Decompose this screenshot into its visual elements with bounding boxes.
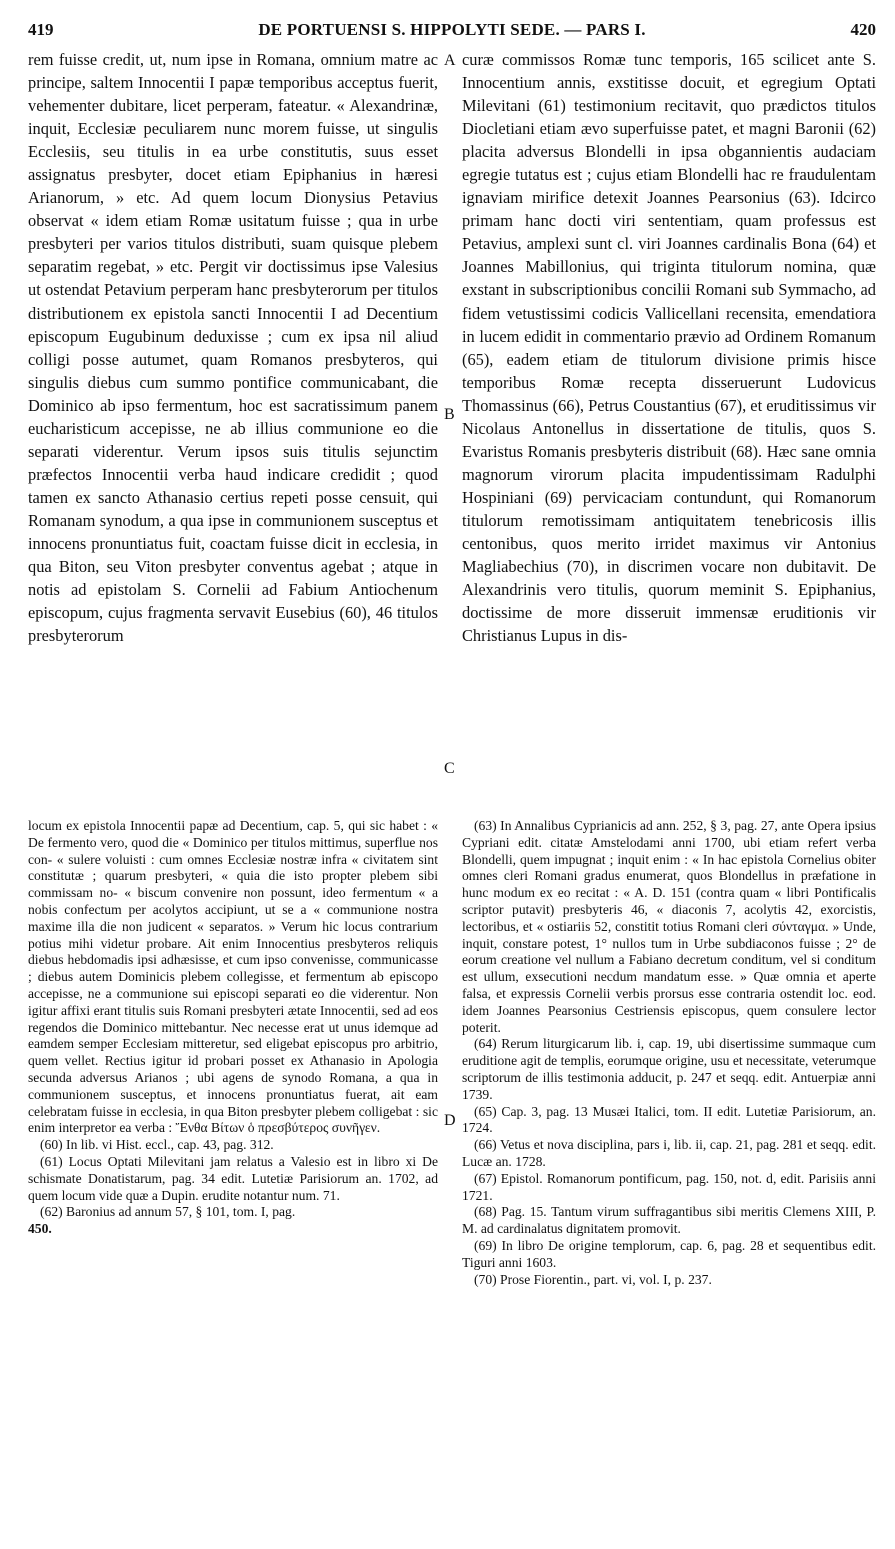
footnote-70: (70) Prose Fiorentin., part. vi, vol. I, p. 237. — [474, 1271, 712, 1287]
footnotes-left-column — [28, 818, 438, 1238]
footnote-62: (62) Baronius ad annum 57, § 101, tom. I, pag. — [40, 1204, 296, 1220]
footnote-61: (61) Locus Optati Milevitani jam relatus a Valesio est in libro xi De schismate Donatistarum, pag. 34 edit. Lutetiæ Parisiorum an. 1702, ad quem locum vide quæ a Dupin. erudite notantur num. 71. — [28, 1153, 438, 1203]
main-text-left-column — [28, 48, 438, 647]
footnote-63: (63) In Annalibus Cyprianicis ad ann. 252, § 3, pag. 27, ante Opera ipsius Cypriani edit. citatæ Amstelodami anni 1700, ubi etiam refert verba Blondelli, quem impugnat ; inquit enim : « In hac epistola Cornelius obiter omnes cleri Romani gradus enumerat, quos Blondellus in præfatione in hunc modum ex eo recitat : « A. D. 151 (contra quam « libri Pontificalis scriptor putavit) presbyteris 46, « diaconis 7, acolytis 42, exorcistis, lectoribus, et « ostiariis 52, constitit totius Romani cleri σύνταγμα. » Unde, inquit, constare potest, 1° nullos tum in Urbe subdiaconos fuisse ; 2° de eorum creatione vel nullum a Fabiano decretum conditum, vel si conditum est ullum, exsecutioni necdum mandatum esse. » Quæ omnia et aperte falsa, et expressis Cornelii verbis prorsus esse contraria ostendit loc. eod. idem Joannes Pearsonius Cestriensis episcopus, quem consulere lector poterit. — [462, 818, 876, 1035]
main-text-right: curæ commissos Romæ tunc temporis, 165 scilicet ante S. Innocentium annis, exstitisse docuit, et egregium Optati Milevitani (61) testimonium recitavit, quo prædictos titulos Diocletiani etiam ævo superfuisse patet, et magni Baronii (62) placita adversus Blondelli in ipsa obgannientis audaciam egregie tutatus est ; cujus etiam Blondelli hac re fraudulentam ignaviam mirifice detexit Joannes Pearsonius (63). Idcirco primam hanc docti viri sententiam, quam professus est Petavius, amplexi sunt cl. viri Joannes cardinalis Bona (64) et Joannes Mabillonius, qui triginta titulorum nomina, quæ exstant in subscriptionibus concilii Romani sub Symmacho, ad fidem vetustissimi codicis Vallicellani recensita, emendatiora in lucem edidit in commentario prævio ad Ordinem Romanum (65), eadem etiam de titulorum divisione primis hisce temporibus Romæ recepta disseruerunt Ludovicus Thomassinus (66), Petrus Coustantius (67), et eruditissimus vir Nicolaus Antonellus in dissertatione de titulis, quos S. Evaristus Romanis presbyteris distribuit (68). Hæc sane omnia magnorum virorum placita impudentissimam Radulphi Hospiniani (69) pervicaciam contundunt, qui Romanorum titulorum remotissimam antiquitatem tenebricosis illis centonibus, quos merito irridet maximus vir Antonius Magliabechius (70), in discrimen vocare non dubitavit. De Alexandrinis vero titulis, quorum meminit S. Epiphanius, doctissime de more disseruit immensæ eruditionis vir Christianus Lupus in dis- — [462, 50, 876, 646]
column-marker-b: B — [444, 406, 455, 423]
footnote-67: (67) Epistol. Romanorum pontificum, pag. 150, not. d, edit. Parisiis anni 1721. — [462, 1170, 876, 1203]
footnote-68: (68) Pag. 15. Tantum virum suffragantibus sibi meritis Clemens XIII, P. M. ad cardinalatus dignitatem promovit. — [462, 1204, 876, 1237]
footnote-66: (66) Vetus et nova disciplina, pars i, lib. ii, cap. 21, pag. 281 et seqq. edit. Lucæ an. 1728. — [462, 1137, 876, 1169]
running-header — [28, 20, 876, 44]
column-marker-a: A — [444, 52, 456, 69]
main-text-left: rem fuisse credit, ut, num ipse in Romana, omnium matre ac principe, saltem Innocentii I papæ temporibus acceptus fuerit, vehementer dubitare, licet perperam, fateatur. « Alexandrinæ, inquit, Ecclesiæ peculiarem nunc morem fuisse, ut singulis Ecclesiis, seu titulis in ea urbe constitutis, suus esset assignatus presbyter, docet etiam Epiphanius in hæresi Arianorum, » etc. Ad quem locum Dionysius Petavius observat « idem etiam Romæ usitatum fuisse ; qua in urbe presbyteri per varios titulos distributi, suam quisque plebem separatim regebat, » etc. Pergit vir doctissimus ipse Valesius ut ostendat Petavium perperam hanc presbyterorum per titulos distributionem ex epistola sancti Innocentii I ad Decentium episcopum Eugubinum deduxisse ; cum ex ipsa nil aliud colligi posse autumet, quam Romanos presbyteros, qui singulis diebus cum summo pontifice communicabant, die Dominico ab ipso fermentum, hoc est sacratissimum panem eucharisticum accepisse, ne ab illius communione eo die separati viderentur. Verum ipsos suis titulis sejunctim præfectos Innocentii verba haud indicare credidit ; quod tamen ex sancto Athanasio certius repeti posse censuit, qui Romanam synodum, a qua ipse in communionem susceptus et innocens pronuntiatus fuit, coactam fuisse dicit in ecclesia, in qua Biton, seu Viton presbyter conventus agebat ; atque in notis ad epistolam S. Cornelii ad Fabium Antiochenum episcopum, cujus fragmenta servavit Eusebius (60), 46 titulos presbyterorum — [28, 50, 438, 646]
footnote-69: (69) In libro De origine templorum, cap. 6, pag. 28 et sequentibus edit. Tiguri anni 1603. — [462, 1237, 876, 1270]
footnote-65: (65) Cap. 3, pag. 13 Musæi Italici, tom. II edit. Lutetiæ Parisiorum, an. 1724. — [462, 1103, 876, 1136]
footnote-60: (60) In lib. vi Hist. eccl., cap. 43, pag. 312. — [40, 1137, 274, 1153]
running-title: DE PORTUENSI S. HIPPOLYTI SEDE. — PARS I. — [258, 20, 646, 39]
main-text-right-column — [462, 48, 876, 647]
footnote-64: (64) Rerum liturgicarum lib. i, cap. 19, ubi disertissime summaque cum eruditione agit de templis, eorumque origine, usu et necessitate, veterumque scriptorum de illis testimonia adducit, p. 247 et seqq. edit. Antuerpiæ anni 1739. — [462, 1036, 876, 1102]
footnote-continuation: locum ex epistola Innocentii papæ ad Decentium, cap. 5, qui sic habet : « De fermento vero, quod die « Dominico per titulos mittimus, superflue nos con- « sulere voluisti : cum omnes Ecclesiæ nostræ infra « civitatem sint constitutæ ; quarum presbyteri, « quia die isto propter plebem sibi commissam no- « biscum convenire non possunt, ideo fermentum « a nobis confectum per acolytos accipiunt, ut se a « communione nostra maxime illa die non judicent « separatos. » Verum hic locus contrarium potius mihi videtur probare. Ait enim Innocentius presbyteros reliquis diebus hebdomadis ipsi adhæsisse, et cum ipso convenisse, communicasse ; diebus autem Dominicis plebem collegisse, et fermentum ab episcopo accepisse, ne a communione sui episcopi separati eo die viderentur. Non igitur affixi erant titulis suis Romani presbyteri ætate Innocentii, sed ad eos regendos die Dominico mittebantur. Nec necesse erat ut unus idemque ad eamdem semper Ecclesiam mitteretur, sed eligebat episcopus pro arbitrio, quem vellet. Rectius igitur id probari posset ex Athanasio in Apologia secunda adversus Arianos ; ubi agens de synodo Romana, a qua in communionem susceptus, et innocens pronuntiatus fuerat, ait eam celebratam fuisse in ecclesia, in qua Biton presbyter plebem colligebat : sic enim interpretor ea verba : Ἔνθα Βίτων ὁ πρεσβύτερος συνῆγεν. — [28, 818, 438, 1136]
column-marker-c: C — [444, 760, 455, 777]
column-marker-d: D — [444, 1112, 456, 1129]
footnotes-right-column — [462, 818, 876, 1288]
footnote-62-page: 450. — [28, 1221, 52, 1237]
page-number-left: 419 — [28, 20, 54, 39]
page-number-right: 420 — [850, 20, 876, 39]
